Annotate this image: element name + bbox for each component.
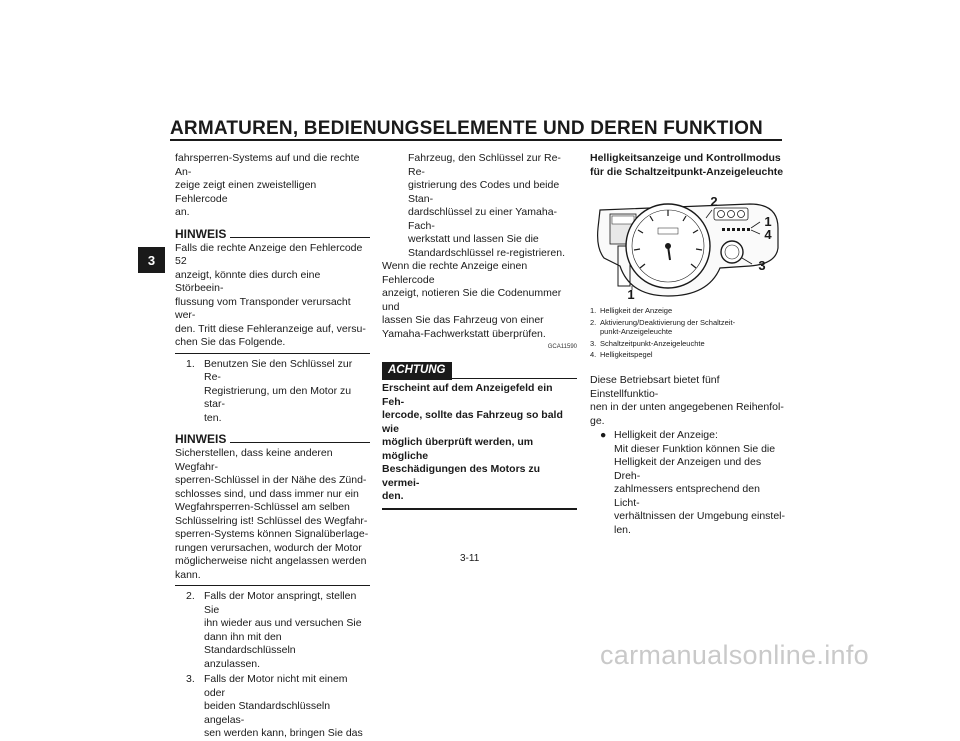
section-heading: für die Schaltzeitpunkt-Anzeigeleuchte xyxy=(590,165,784,178)
hint-line: sperren-Systems können Signalüberlage- xyxy=(175,528,369,540)
caution-heading xyxy=(382,362,577,381)
step-line: werkstatt und lassen Sie die xyxy=(408,233,539,245)
body-line: Wenn die rechte Anzeige einen Fehlercode xyxy=(382,260,528,286)
column-1 xyxy=(175,152,370,741)
step-number: 1. xyxy=(186,357,195,370)
column-2 xyxy=(382,152,577,510)
step-line: ihn wieder aus und versuchen Sie xyxy=(204,617,362,629)
hint-rule xyxy=(230,237,370,238)
step-continuation xyxy=(382,152,577,260)
hint-line: Falls die rechte Anzeige den Fehlercode 52 xyxy=(175,241,363,267)
hint-line: Schlüsselring ist! Schlüssel des Wegfahr- xyxy=(175,514,368,527)
hint-rule xyxy=(230,442,370,443)
caption-item xyxy=(590,350,786,360)
intro-line: zeige zeigt einen zweistelligen Fehlercode xyxy=(175,179,317,205)
caption-item xyxy=(590,339,786,349)
hint-line: Sicherstellen, dass keine anderen Wegfahr- xyxy=(175,447,333,473)
step-item xyxy=(175,590,370,671)
hint-label: HINWEIS xyxy=(175,226,227,241)
hint-line: chen Sie das Folgende. xyxy=(175,336,286,348)
column-3 xyxy=(590,152,785,179)
hint-end-rule xyxy=(175,353,370,354)
hint-line: schlosses sind, und dass immer nur ein xyxy=(175,487,359,500)
page-title: ARMATUREN, BEDIENUNGSELEMENTE UND DEREN FUNKTION xyxy=(170,118,763,139)
body-line: Yamaha-Fachwerkstatt überprüfen. xyxy=(382,327,546,340)
step-line: beiden Standardschlüsseln angelas- xyxy=(204,700,331,726)
section-body xyxy=(590,374,786,537)
step-item xyxy=(175,673,370,741)
watermark: carmanualsonline.info xyxy=(600,640,869,670)
figure-captions xyxy=(590,306,786,362)
bullet-icon: ● xyxy=(600,429,607,441)
callout-label: 2 xyxy=(710,194,718,209)
caution-line: möglich überprüft werden, um mögliche xyxy=(382,436,534,462)
hint-line: kann. xyxy=(175,568,201,581)
hint-heading xyxy=(175,227,370,241)
hint-line: rungen verursachen, wodurch der Motor xyxy=(175,541,362,554)
caption-item xyxy=(590,318,786,337)
caption-line: Helligkeit der Anzeige xyxy=(600,306,673,315)
hint-line: Wegfahrsperren-Schlüssel am selben xyxy=(175,501,350,513)
intro-line: an. xyxy=(175,206,190,218)
bullet-line: Helligkeit der Anzeige: xyxy=(614,429,718,441)
step-line: ten. xyxy=(204,411,222,424)
body-line: anzeigt, notieren Sie die Codenummer und xyxy=(382,287,562,313)
instrument-cluster-figure xyxy=(590,188,786,300)
bullet-line: verhältnissen der Umgebung einstel- xyxy=(614,510,786,522)
intro-line: fahrsperren-Systems auf und die rechte An- xyxy=(175,152,360,178)
callout-label: 1 xyxy=(764,214,772,229)
step-item xyxy=(175,358,370,426)
step-line: Standardschlüssel re-registrieren. xyxy=(408,246,565,259)
chapter-tab: 3 xyxy=(138,247,165,273)
bullet-line: len. xyxy=(614,523,631,536)
step-line: sen werden kann, bringen Sie das xyxy=(204,727,363,739)
caution-rule xyxy=(452,378,578,379)
bullet-item xyxy=(590,429,786,537)
caption-line: Helligkeitspegel xyxy=(600,350,653,359)
caution-line: Erscheint auf dem Anzeigefeld ein Feh- xyxy=(382,382,553,408)
callout-label: 3 xyxy=(758,258,766,273)
step-line: Falls der Motor nicht mit einem oder xyxy=(204,673,348,699)
step-line: Benutzen Sie den Schlüssel zur Re- xyxy=(204,357,353,383)
step-line: dardschlüssel zu einer Yamaha-Fach- xyxy=(408,206,558,232)
bullet-line: Helligkeit der Anzeigen und des Dreh- xyxy=(614,456,762,482)
hint-line: flussung vom Transponder verursacht wer- xyxy=(175,295,351,321)
hint-label: HINWEIS xyxy=(175,432,227,446)
caption-number: 3. xyxy=(590,338,597,348)
step-line: Registrierung, um den Motor zu star- xyxy=(204,384,352,410)
caption-line: Aktivierung/Deaktivierung der Schaltzeit- xyxy=(600,317,736,327)
caption-line: Schaltzeitpunkt-Anzeigeleuchte xyxy=(600,338,705,348)
bullet-line: zahlmessers entsprechend den Licht- xyxy=(614,483,760,509)
bullet-line: Mit dieser Funktion können Sie die xyxy=(614,442,776,455)
caution-line: Beschädigungen des Motors zu vermei- xyxy=(382,463,541,489)
caution-line: lercode, sollte das Fahrzeug so bald wie xyxy=(382,409,563,435)
caption-number: 4. xyxy=(590,350,597,359)
hint-line: den. Tritt diese Fehleranzeige auf, versu- xyxy=(175,322,366,335)
step-line: Fahrzeug, den Schlüssel zur Re-Re- xyxy=(408,152,561,178)
page-number: 3-11 xyxy=(460,553,480,564)
caution-text xyxy=(382,382,577,504)
hint-end-rule xyxy=(175,585,370,586)
reference-code: GCA11590 xyxy=(547,344,577,350)
step-number: 2. xyxy=(186,590,195,602)
step-line: Falls der Motor anspringt, stellen Sie xyxy=(204,590,357,616)
hint-heading xyxy=(175,432,370,446)
step-line: dann ihn mit den Standardschlüsseln xyxy=(204,630,296,656)
body-line: nen in der unten angegebenen Reihenfol- xyxy=(590,401,784,413)
step-line: anzulassen. xyxy=(204,657,261,670)
title-rule xyxy=(170,139,782,141)
step-line: gistrierung des Codes und beide Stan- xyxy=(408,179,560,205)
section-heading: Helligkeitsanzeige und Kontrollmodus xyxy=(590,152,781,164)
body-line: Diese Betriebsart bietet fünf Einstellfunktio- xyxy=(590,374,720,400)
caution-end-rule xyxy=(382,508,577,510)
caption-number: 1. xyxy=(590,306,597,315)
hint-line: anzeigt, könnte dies durch eine Störbeein- xyxy=(175,268,321,294)
body-line: ge. xyxy=(590,414,605,427)
caption-number: 2. xyxy=(590,317,597,327)
callout-label: 4 xyxy=(764,227,772,242)
hint-line: sperren-Schlüssel in der Nähe des Zünd- xyxy=(175,474,367,486)
body-line: lassen Sie das Fahrzeug von einer xyxy=(382,314,544,326)
caption-line: punkt-Anzeigeleuchte xyxy=(600,327,673,336)
caption-item xyxy=(590,306,786,316)
callout-label: 1 xyxy=(627,287,635,300)
step-number: 3. xyxy=(186,673,195,685)
caution-badge: ACHTUNG xyxy=(382,362,452,381)
caution-line: den. xyxy=(382,490,404,502)
hint-line: möglicherweise nicht angelassen werden xyxy=(175,555,367,567)
